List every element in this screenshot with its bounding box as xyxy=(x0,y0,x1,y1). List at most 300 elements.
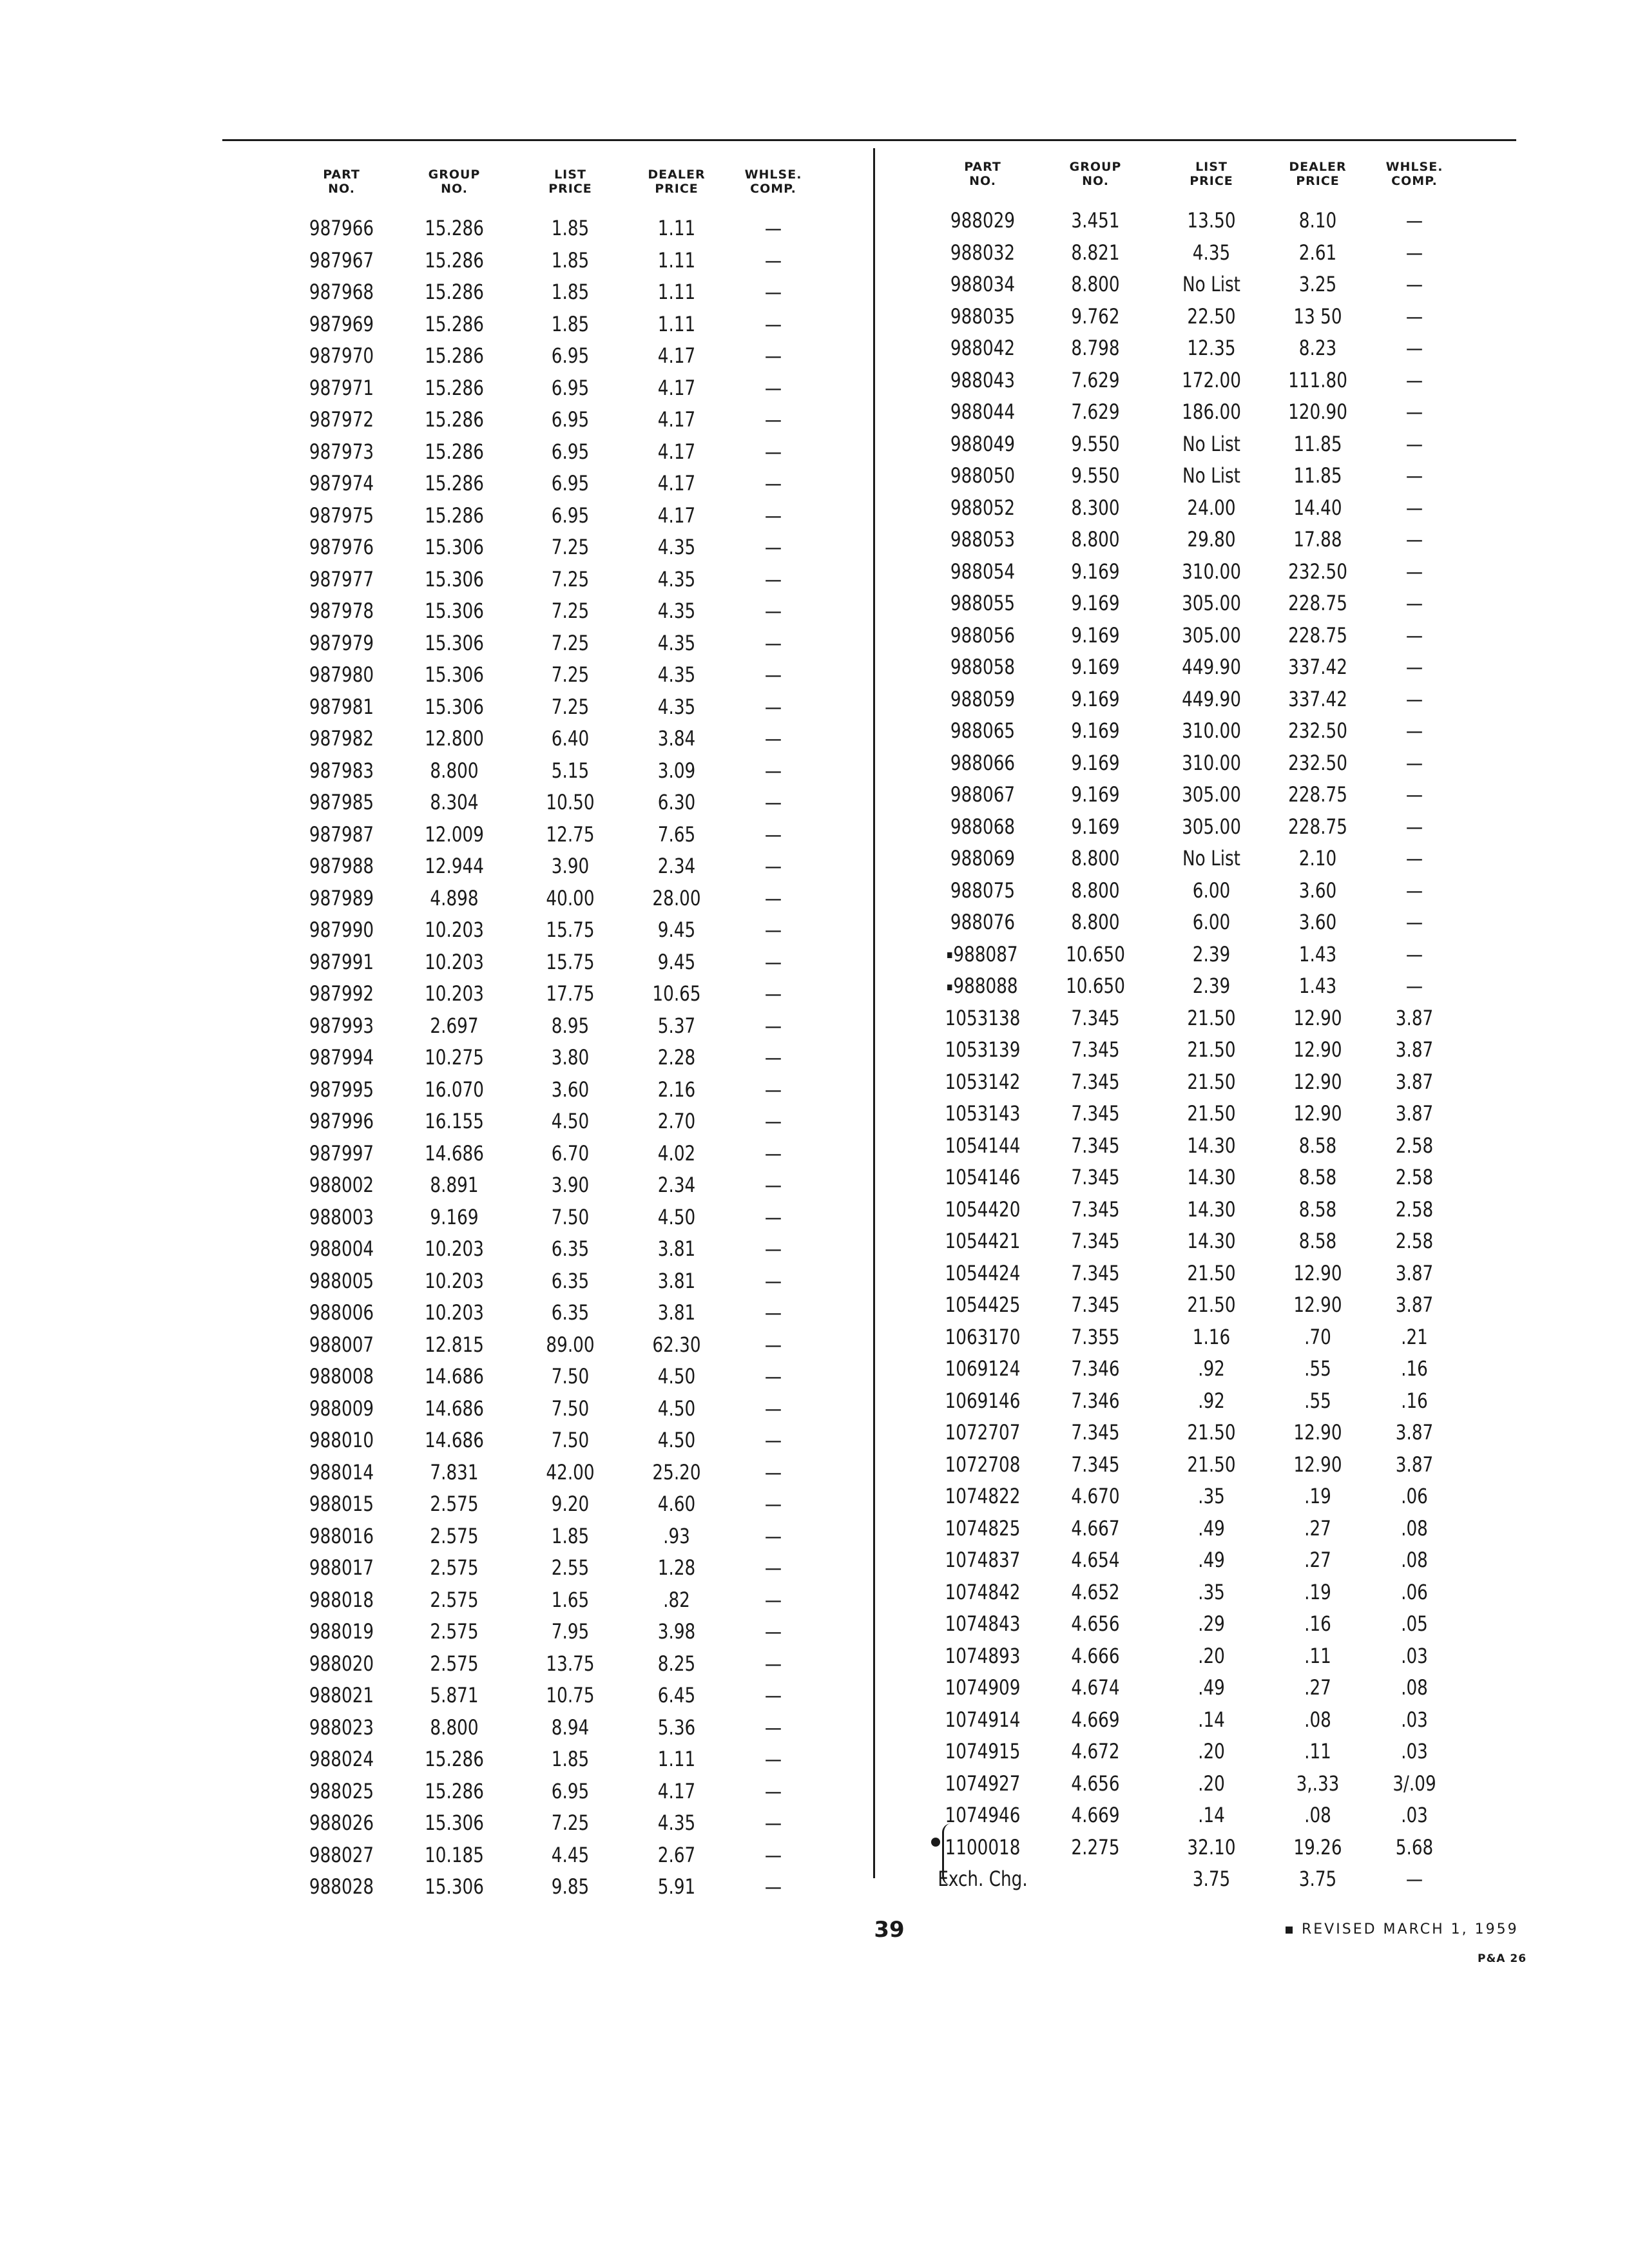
cell-text: 305.00 xyxy=(1182,622,1241,648)
whlse-comp-cell xyxy=(1362,1707,1467,1733)
dealer-price-cell xyxy=(624,1491,729,1517)
cell-text: 1072707 xyxy=(945,1420,1021,1445)
cell-text: 15.306 xyxy=(425,662,484,687)
whlse-comp-cell xyxy=(1362,845,1467,871)
cell-text: 4.35 xyxy=(657,1811,696,1835)
dealer-price-cell xyxy=(1265,1100,1371,1126)
part-no-cell xyxy=(930,1547,1036,1573)
part-no-cell xyxy=(930,1292,1036,1318)
group-no-cell xyxy=(1043,1419,1148,1445)
cell-text: 987983 xyxy=(309,758,374,783)
whlse-comp-cell xyxy=(1362,1802,1467,1828)
group-no-cell xyxy=(1043,1579,1148,1605)
cell-text: 12.90 xyxy=(1293,1005,1342,1030)
list-price-cell xyxy=(1159,207,1264,233)
list-price-cell xyxy=(1159,1643,1264,1669)
cell-text: .03 xyxy=(1401,1739,1428,1763)
dealer-price-cell xyxy=(624,726,729,751)
cell-text: .92 xyxy=(1198,1356,1225,1381)
cell-text: — xyxy=(764,1683,782,1707)
dealer-price-cell xyxy=(624,1013,729,1039)
list-price-cell xyxy=(1159,495,1264,521)
group-no-cell xyxy=(1043,782,1148,807)
part-no-cell xyxy=(930,1260,1036,1286)
whlse-comp-cell xyxy=(1362,750,1467,776)
cell-text: 7.355 xyxy=(1071,1324,1120,1349)
part-no-cell xyxy=(289,439,394,465)
whlse-comp-cell xyxy=(720,1874,826,1899)
cell-text: — xyxy=(1405,878,1423,903)
cell-text: 2.275 xyxy=(1071,1834,1120,1860)
dealer-price-cell xyxy=(1265,1452,1371,1477)
cell-text: — xyxy=(764,1300,782,1325)
cell-text: — xyxy=(764,1778,782,1803)
dealer-price-cell xyxy=(1265,1643,1371,1669)
cell-text: 4.898 xyxy=(430,885,479,910)
cell-text: 987976 xyxy=(309,535,374,559)
cell-text: — xyxy=(764,1236,782,1261)
cell-text: 15.286 xyxy=(425,216,484,240)
group-no-cell xyxy=(1043,463,1148,488)
cell-text: — xyxy=(764,280,782,304)
group-no-cell xyxy=(1043,941,1148,967)
dealer-price-cell xyxy=(624,311,729,337)
whlse-comp-cell xyxy=(1362,718,1467,744)
cell-text: 2.55 xyxy=(551,1555,590,1580)
part-no-cell xyxy=(930,1324,1036,1350)
bullet-dot-icon xyxy=(931,1838,940,1847)
cell-text: 3.87 xyxy=(1395,1452,1434,1477)
cell-text: 17.75 xyxy=(546,981,595,1006)
cell-text: 987966 xyxy=(309,216,374,240)
part-no-cell xyxy=(930,559,1036,584)
cell-text: 988069 xyxy=(950,846,1016,870)
cell-text: 1.11 xyxy=(657,216,696,240)
cell-text: 3.451 xyxy=(1071,208,1120,233)
list-price-cell xyxy=(517,534,623,560)
dealer-price-cell xyxy=(624,853,729,879)
cell-text: 228.75 xyxy=(1288,622,1347,648)
whlse-comp-cell xyxy=(1362,1611,1467,1637)
cell-text: 7.65 xyxy=(657,822,696,847)
cell-text: 988021 xyxy=(309,1683,374,1707)
whlse-comp-cell xyxy=(1362,1196,1467,1222)
whlse-comp-cell xyxy=(1362,1643,1467,1669)
cell-text: 6.95 xyxy=(551,471,590,495)
cell-text: — xyxy=(764,790,782,814)
list-price-cell xyxy=(517,981,623,1006)
dealer-price-cell xyxy=(624,981,729,1006)
part-no-cell xyxy=(289,1587,394,1613)
cell-text: 988009 xyxy=(309,1396,374,1421)
cell-text: 14.686 xyxy=(425,1140,484,1166)
cell-text: 2.34 xyxy=(657,1173,696,1197)
part-no-cell xyxy=(930,1356,1036,1381)
list-price-cell xyxy=(517,1427,623,1453)
group-no-cell xyxy=(1043,495,1148,521)
cell-text: 988026 xyxy=(309,1811,374,1835)
cell-text: 3.60 xyxy=(1298,878,1337,903)
list-price-cell xyxy=(517,853,623,879)
dealer-price-cell xyxy=(1265,335,1371,361)
list-price-cell xyxy=(517,789,623,815)
cell-text: 988006 xyxy=(309,1300,374,1325)
cell-text: — xyxy=(764,599,782,623)
dealer-price-cell xyxy=(624,1077,729,1102)
cell-text: 988028 xyxy=(309,1874,374,1899)
cell-text: — xyxy=(764,662,782,687)
cell-text: .49 xyxy=(1198,1515,1225,1541)
list-price-cell xyxy=(1159,1324,1264,1350)
cell-text: — xyxy=(1405,272,1423,296)
cell-text: 6.95 xyxy=(551,407,590,432)
whlse-comp-cell xyxy=(1362,1547,1467,1573)
cell-text: 1074946 xyxy=(945,1803,1021,1827)
cell-text: 21.50 xyxy=(1187,1005,1236,1030)
cell-text: 7.345 xyxy=(1071,1452,1120,1477)
cell-text: .49 xyxy=(1198,1675,1225,1700)
part-no-cell xyxy=(289,1396,394,1421)
cell-text: 1.85 xyxy=(551,216,590,240)
cell-text: 7.50 xyxy=(551,1364,590,1389)
cell-text: 32.10 xyxy=(1187,1834,1236,1860)
part-no-cell xyxy=(289,1172,394,1198)
cell-text: 21.50 xyxy=(1187,1452,1236,1477)
list-price-cell xyxy=(517,1077,623,1102)
cell-text: 1.85 xyxy=(551,280,590,304)
dealer-price-cell xyxy=(624,1555,729,1581)
part-no-cell xyxy=(289,1300,394,1325)
dealer-price-cell xyxy=(1265,1324,1371,1350)
dealer-price-cell xyxy=(1265,750,1371,776)
dealer-price-cell xyxy=(624,534,729,560)
cell-text: .14 xyxy=(1198,1803,1225,1827)
cell-text: 8.800 xyxy=(1071,846,1120,870)
whlse-comp-cell xyxy=(1362,1228,1467,1254)
dealer-price-cell xyxy=(1265,559,1371,584)
cell-text: .93 xyxy=(663,1523,690,1548)
cell-text: 14.686 xyxy=(425,1428,484,1452)
cell-text: 2.10 xyxy=(1298,846,1337,870)
cell-text: 337.42 xyxy=(1288,686,1347,711)
part-no-cell xyxy=(930,1675,1036,1700)
whlse-comp-cell xyxy=(1362,1675,1467,1700)
cell-text: 7.345 xyxy=(1071,1037,1120,1062)
cell-text: 988054 xyxy=(950,559,1016,584)
part-no-cell xyxy=(289,1619,394,1644)
dealer-price-cell xyxy=(624,279,729,305)
cell-text: 232.50 xyxy=(1288,718,1347,743)
list-price-cell xyxy=(1159,1452,1264,1477)
dealer-price-cell xyxy=(624,1363,729,1389)
list-price-cell xyxy=(1159,559,1264,584)
cell-text: 4.35 xyxy=(657,599,696,623)
group-no-cell xyxy=(1043,814,1148,840)
part-no-cell xyxy=(289,1778,394,1804)
cell-text: 988066 xyxy=(950,750,1016,775)
whlse-comp-cell xyxy=(1362,973,1467,999)
cell-text: — xyxy=(764,1364,782,1389)
cell-text: 3.25 xyxy=(1298,272,1337,296)
header-list-price: LIST PRICE xyxy=(1190,160,1233,188)
cell-text: 62.30 xyxy=(652,1332,701,1357)
part-no-cell xyxy=(930,814,1036,840)
cell-text: 8.23 xyxy=(1298,336,1337,360)
cell-text: 4.656 xyxy=(1071,1611,1120,1636)
list-price-cell xyxy=(1159,303,1264,329)
group-no-cell xyxy=(401,1204,507,1230)
dealer-price-cell xyxy=(624,1682,729,1708)
part-no-cell xyxy=(930,1100,1036,1126)
cell-text: 9.169 xyxy=(1071,686,1120,711)
cell-text: — xyxy=(1405,303,1423,329)
part-no-cell xyxy=(289,1842,394,1868)
dealer-price-cell xyxy=(1265,1419,1371,1445)
dealer-price-cell xyxy=(1265,1707,1371,1733)
cell-text: .21 xyxy=(1401,1324,1428,1349)
cell-text: 9.169 xyxy=(1071,782,1120,807)
cell-text: .55 xyxy=(1304,1356,1331,1381)
part-no-cell xyxy=(289,917,394,943)
cell-text: .06 xyxy=(1401,1579,1428,1604)
group-no-cell xyxy=(1043,1133,1148,1158)
dealer-price-cell xyxy=(1265,1483,1371,1509)
cell-text: 9.169 xyxy=(1071,591,1120,615)
whlse-comp-cell xyxy=(720,1587,826,1613)
cell-text: 988076 xyxy=(950,910,1016,934)
group-no-cell xyxy=(1043,1483,1148,1509)
cell-text: 4.45 xyxy=(551,1842,590,1867)
part-no-cell xyxy=(289,1491,394,1517)
cell-text: 1063170 xyxy=(945,1324,1021,1349)
cell-text: 6.70 xyxy=(551,1140,590,1166)
cell-text: 16.155 xyxy=(425,1109,484,1133)
group-no-cell xyxy=(1043,718,1148,744)
cell-text: 6.95 xyxy=(551,503,590,528)
whlse-comp-cell xyxy=(1362,1515,1467,1541)
cell-text: 15.306 xyxy=(425,694,484,719)
group-no-cell xyxy=(1043,1069,1148,1095)
cell-text: 6.00 xyxy=(1192,910,1231,934)
cell-text: 2.39 xyxy=(1192,974,1231,998)
part-no-cell xyxy=(289,343,394,369)
whlse-comp-cell xyxy=(1362,622,1467,648)
cell-text: 3.90 xyxy=(551,1173,590,1197)
cell-text: 232.50 xyxy=(1288,750,1347,775)
cell-text: 15.75 xyxy=(546,949,595,974)
group-no-cell xyxy=(401,1619,507,1644)
part-no-cell xyxy=(930,1228,1036,1254)
cell-text: 7.629 xyxy=(1071,399,1120,424)
cell-text: — xyxy=(764,566,782,591)
cell-text: 3.81 xyxy=(657,1300,696,1325)
dealer-price-cell xyxy=(1265,1260,1371,1286)
cell-text: 1054424 xyxy=(945,1260,1021,1285)
whlse-comp-cell xyxy=(1362,590,1467,616)
cell-text: 9.169 xyxy=(1071,559,1120,584)
part-no-cell xyxy=(930,654,1036,680)
cell-text: 1074927 xyxy=(945,1771,1021,1796)
cell-text: 7.25 xyxy=(551,694,590,719)
cell-text: — xyxy=(764,1619,782,1644)
cell-text: 987975 xyxy=(309,503,374,528)
cell-text: 14.30 xyxy=(1187,1133,1236,1158)
cell-text: 2.58 xyxy=(1395,1165,1434,1189)
cell-text: 7.346 xyxy=(1071,1388,1120,1413)
cell-text: — xyxy=(764,1459,782,1485)
cell-text: 988025 xyxy=(309,1778,374,1803)
group-no-cell xyxy=(1043,1356,1148,1381)
group-no-cell xyxy=(401,1746,507,1772)
list-price-cell xyxy=(1159,782,1264,807)
list-price-cell xyxy=(1159,1260,1264,1286)
cell-text: — xyxy=(764,1173,782,1197)
group-no-cell xyxy=(401,279,507,305)
list-price-cell xyxy=(1159,718,1264,744)
cell-text: 3.81 xyxy=(657,1236,696,1261)
cell-text: 1.85 xyxy=(551,1747,590,1771)
whlse-comp-cell xyxy=(1362,1324,1467,1350)
cell-text: 5.36 xyxy=(657,1715,696,1740)
list-price-cell xyxy=(517,598,623,624)
cell-text: 111.80 xyxy=(1288,367,1347,392)
part-no-cell xyxy=(289,311,394,337)
part-no-cell xyxy=(930,335,1036,361)
cell-text: — xyxy=(1405,367,1423,392)
whlse-comp-cell xyxy=(1362,1771,1467,1796)
dealer-price-cell xyxy=(624,1044,729,1070)
cell-text: 228.75 xyxy=(1288,782,1347,807)
part-no-cell xyxy=(930,1164,1036,1190)
whlse-comp-cell xyxy=(1362,1579,1467,1605)
group-no-cell xyxy=(1043,335,1148,361)
cell-text: 987995 xyxy=(309,1077,374,1102)
group-no-cell xyxy=(401,1140,507,1166)
cell-text: 6.95 xyxy=(551,439,590,464)
cell-text: 1.43 xyxy=(1298,974,1337,998)
cell-text: 987982 xyxy=(309,726,374,751)
cell-text: .19 xyxy=(1304,1484,1331,1508)
cell-text: 6.95 xyxy=(551,1778,590,1803)
cell-text: — xyxy=(1405,974,1423,998)
part-no-cell xyxy=(930,240,1036,265)
dealer-price-cell xyxy=(1265,495,1371,521)
whlse-comp-cell xyxy=(720,1044,826,1070)
cell-text: — xyxy=(764,1842,782,1867)
cell-text: .55 xyxy=(1304,1388,1331,1413)
cell-text: 21.50 xyxy=(1187,1037,1236,1062)
whlse-comp-cell xyxy=(720,1332,826,1358)
cell-text: 228.75 xyxy=(1288,591,1347,615)
dealer-price-cell xyxy=(624,215,729,241)
part-no-cell xyxy=(289,279,394,305)
cell-text: 988053 xyxy=(950,527,1016,552)
cell-text: 21.50 xyxy=(1187,1101,1236,1126)
list-price-cell xyxy=(1159,1388,1264,1414)
group-no-cell xyxy=(401,598,507,624)
dealer-price-cell xyxy=(624,1172,729,1198)
whlse-comp-cell xyxy=(720,1491,826,1517)
dealer-price-cell xyxy=(624,630,729,656)
list-price-cell xyxy=(517,1459,623,1485)
group-no-cell xyxy=(1043,622,1148,648)
dealer-price-cell xyxy=(1265,1579,1371,1605)
cell-text: — xyxy=(764,1747,782,1771)
cell-text: 988075 xyxy=(950,878,1016,903)
whlse-comp-cell xyxy=(720,981,826,1006)
cell-text: 15.286 xyxy=(425,247,484,273)
cell-text: 8.95 xyxy=(551,1013,590,1038)
cell-text: 10.203 xyxy=(425,949,484,974)
list-price-cell xyxy=(517,917,623,943)
cell-text: 9.762 xyxy=(1071,303,1120,329)
whlse-comp-cell xyxy=(1362,1483,1467,1509)
list-price-cell xyxy=(1159,240,1264,265)
cell-text: 988015 xyxy=(309,1492,374,1516)
cell-text: — xyxy=(764,216,782,240)
cell-text: 987968 xyxy=(309,280,374,304)
cell-text: .27 xyxy=(1304,1675,1331,1700)
cell-text: 14.30 xyxy=(1187,1165,1236,1189)
list-price-cell xyxy=(517,470,623,496)
whlse-comp-cell xyxy=(720,1746,826,1772)
part-no-cell xyxy=(930,1643,1036,1669)
group-no-cell xyxy=(1043,1547,1148,1573)
dealer-price-cell xyxy=(1265,1675,1371,1700)
cell-text: 21.50 xyxy=(1187,1420,1236,1445)
part-no-cell xyxy=(930,590,1036,616)
cell-text: 11.85 xyxy=(1293,431,1342,456)
whlse-comp-cell xyxy=(720,853,826,879)
group-no-cell xyxy=(401,949,507,975)
group-no-cell xyxy=(1043,1452,1148,1477)
part-no-cell xyxy=(930,1005,1036,1031)
cell-text: 9.169 xyxy=(1071,814,1120,839)
whlse-comp-cell xyxy=(1362,1834,1467,1860)
dealer-price-cell xyxy=(1265,941,1371,967)
cell-text: 9.20 xyxy=(551,1492,590,1516)
cell-text: 14.30 xyxy=(1187,1229,1236,1253)
cell-text: 4.60 xyxy=(657,1492,696,1516)
dealer-price-cell xyxy=(624,822,729,847)
cell-text: 2.575 xyxy=(430,1651,479,1676)
cell-text: 987987 xyxy=(309,822,374,847)
whlse-comp-cell xyxy=(1362,1100,1467,1126)
cell-text: 15.306 xyxy=(425,535,484,559)
cell-text: 987970 xyxy=(309,343,374,368)
cell-text: 988068 xyxy=(950,814,1016,839)
whlse-comp-cell xyxy=(720,1077,826,1102)
cell-text: 4.50 xyxy=(657,1364,696,1389)
part-no-cell xyxy=(930,1037,1036,1062)
group-no-cell xyxy=(1043,1196,1148,1222)
dealer-price-cell xyxy=(1265,367,1371,393)
header-dealer-price: DEALER PRICE xyxy=(648,168,706,196)
group-no-cell xyxy=(401,630,507,656)
list-price-cell xyxy=(517,1140,623,1166)
cell-text: 7.25 xyxy=(551,566,590,591)
cell-text: 1054144 xyxy=(945,1133,1021,1158)
whlse-comp-cell xyxy=(1362,1292,1467,1318)
list-price-cell xyxy=(1159,1292,1264,1318)
cell-text: 4.656 xyxy=(1071,1771,1120,1796)
cell-text: 4.672 xyxy=(1071,1739,1120,1763)
list-price-cell xyxy=(517,694,623,720)
whlse-comp-cell xyxy=(1362,1388,1467,1414)
group-no-cell xyxy=(1043,1834,1148,1860)
list-price-cell xyxy=(1159,1738,1264,1764)
cell-text: 4.669 xyxy=(1071,1803,1120,1827)
